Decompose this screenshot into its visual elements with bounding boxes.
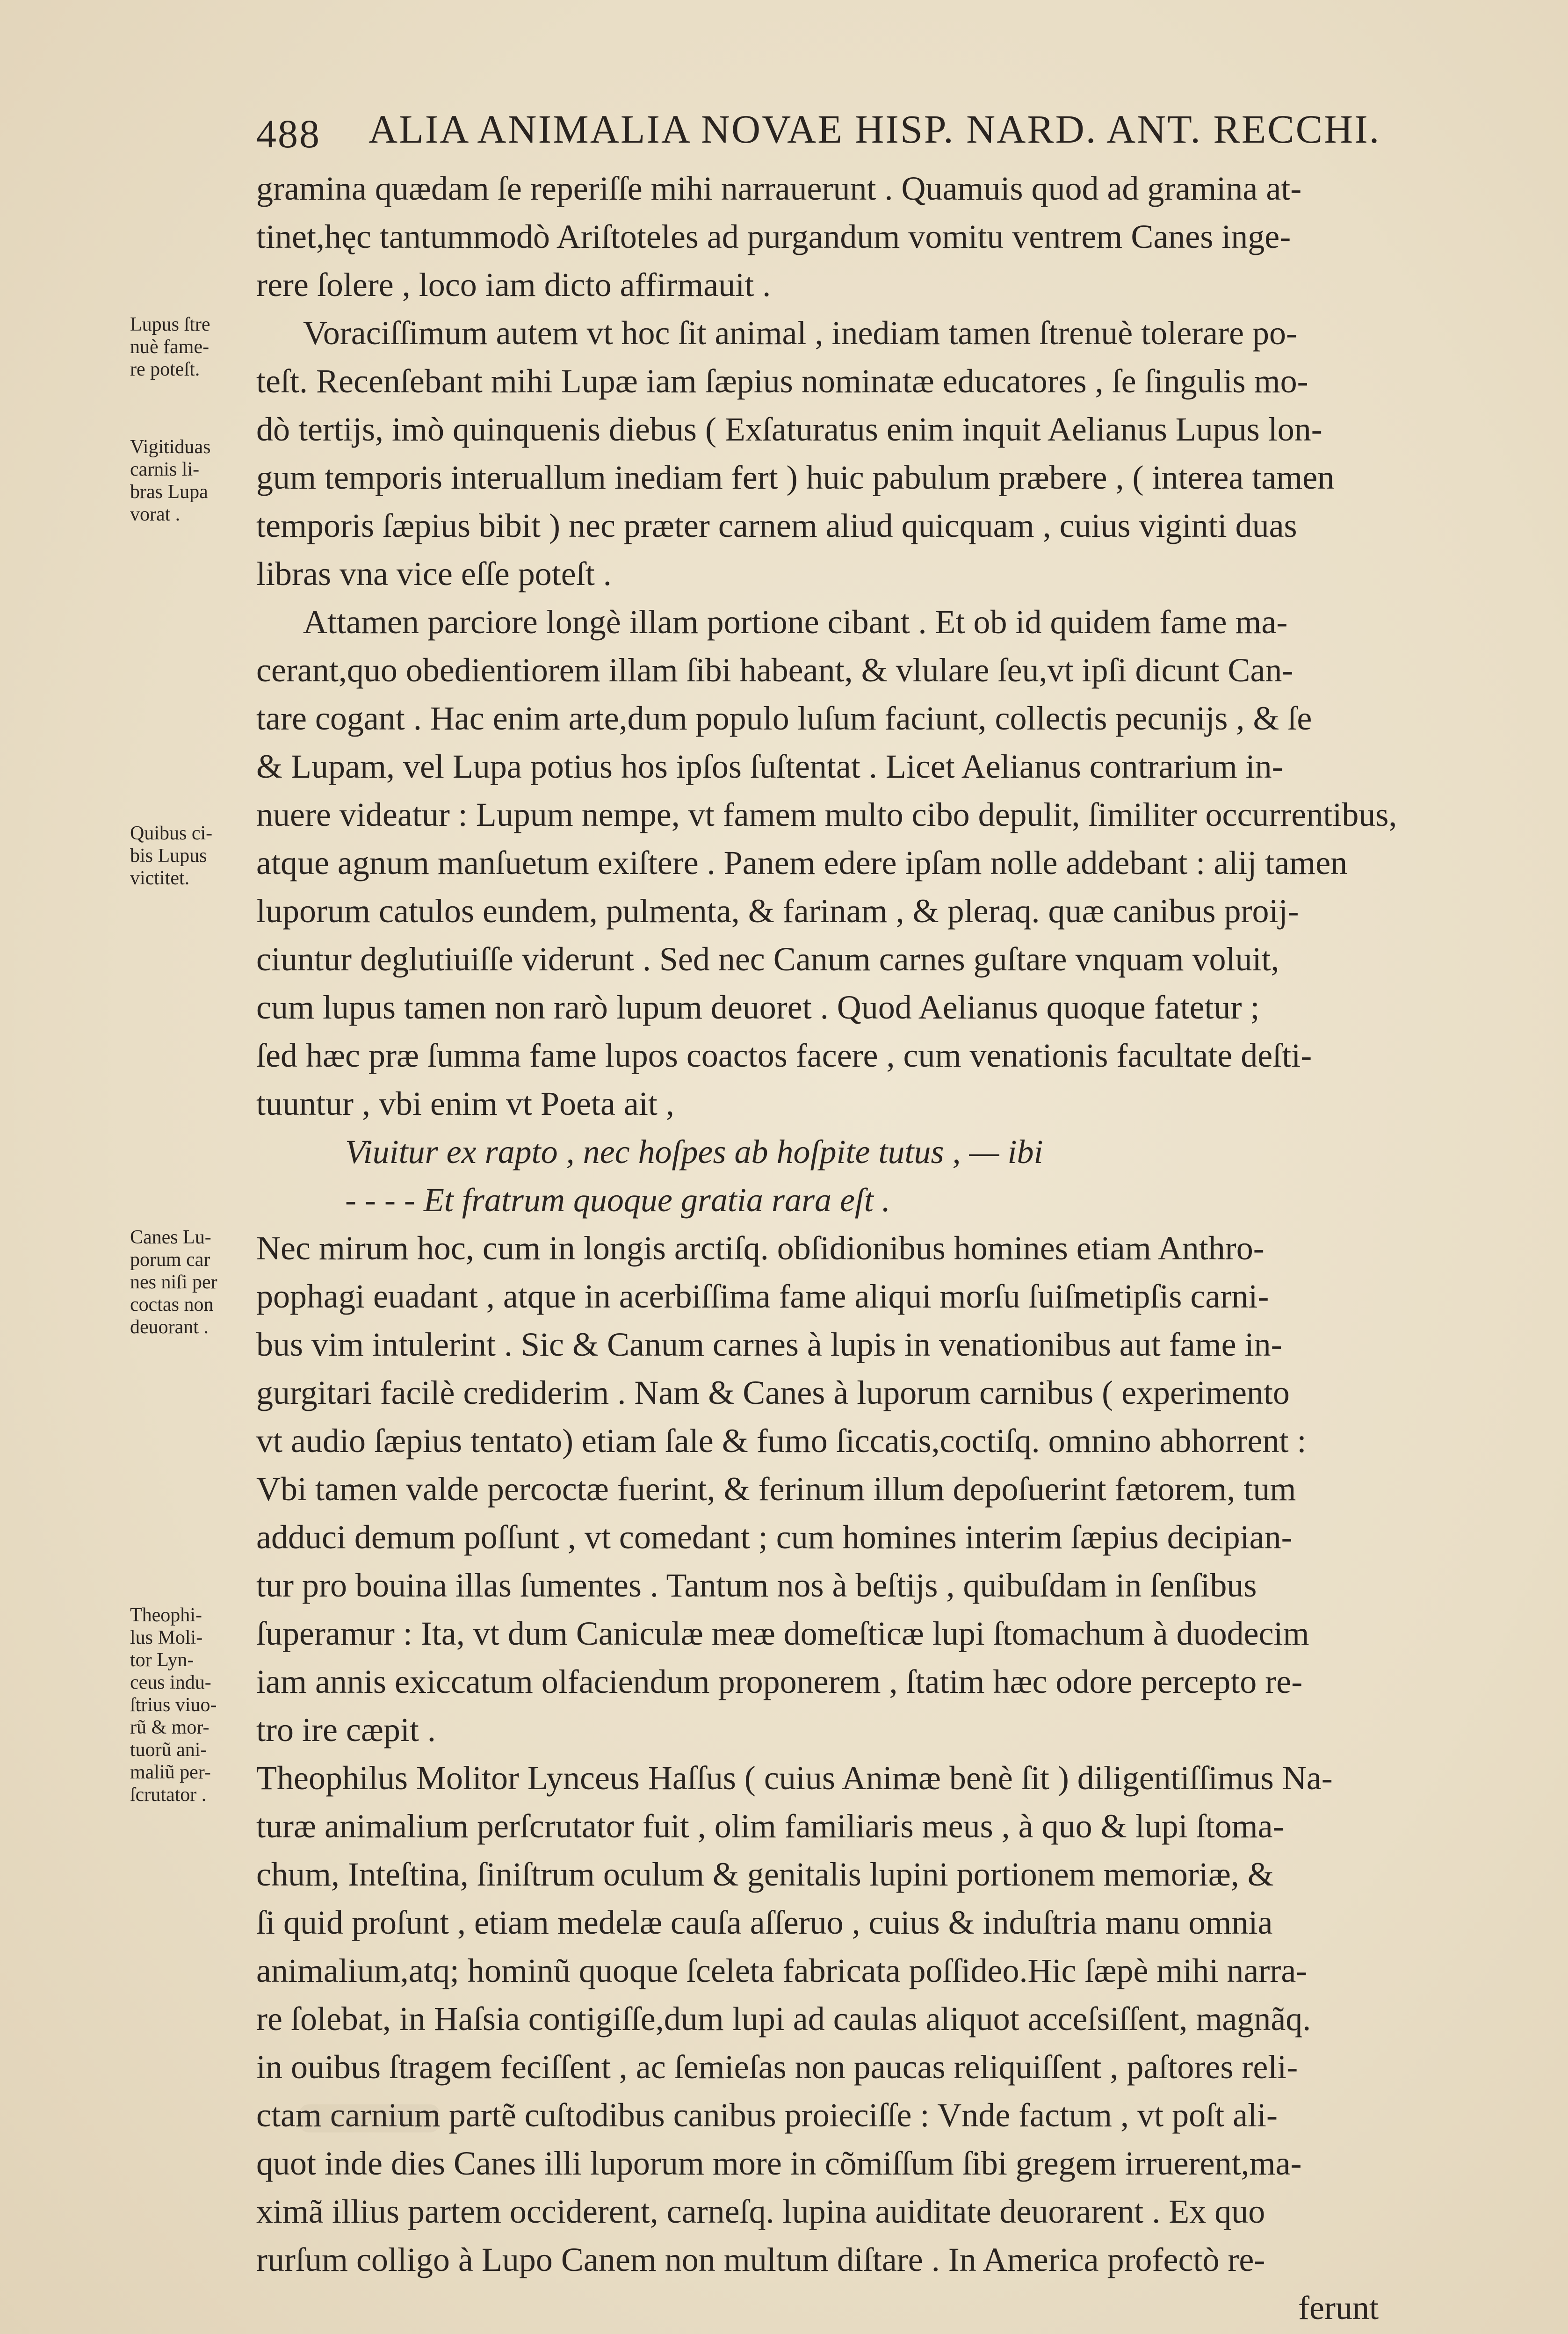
- verse-line: Viuitur ex rapto , nec hoſpes ab hoſpite tutus , — ibi: [345, 1133, 1043, 1171]
- show-through-stain: [299, 2104, 440, 2132]
- running-title: ALIA ANIMALIA NOVAE HISP. NARD. ANT. RECCHI.: [369, 107, 1381, 152]
- text-line: adduci demum poſſunt , vt comedant ; cum homines interim ſæpius decipian-: [256, 1518, 1293, 1556]
- text-line: cerant,quo obedientiorem illam ſibi habeant, & vlulare ſeu,vt ipſi dicunt Can-: [256, 651, 1293, 689]
- text-line: ſed hæc præ ſumma fame lupos coactos facere , cum venationis facultate deſti-: [256, 1037, 1312, 1074]
- page-number: 488: [256, 111, 321, 156]
- margin-note-lupus: Lupus ſtre nuè fame- re poteſt.: [130, 314, 210, 380]
- text-line: ciuntur deglutiuiſſe viderunt . Sed nec Canum carnes guſtare vnquam voluit,: [256, 940, 1279, 978]
- text-line: tro ire cæpit .: [256, 1711, 436, 1749]
- text-line: in ouibus ſtragem feciſſent , ac ſemieſas non paucas reliquiſſent , paſtores reli-: [256, 2048, 1298, 2086]
- text-line: dò tertijs, imò quinquenis diebus ( Exſaturatus enim inquit Aelianus Lupus lon-: [256, 411, 1322, 448]
- text-line: tare cogant . Hac enim arte,dum populo luſum faciunt, collectis pecunijs , & ſe: [256, 700, 1312, 737]
- text-line: ximã illius partem occiderent, carneſq. lupina auiditate deuorarent . Ex quo: [256, 2193, 1265, 2230]
- text-line: tinet,hęc tantummodò Ariſtoteles ad purgandum vomitu ventrem Canes inge-: [256, 218, 1291, 255]
- text-line: ſuperamur : Ita, vt dum Caniculæ meæ domeſticæ lupi ſtomachum à duodecim: [256, 1615, 1309, 1652]
- text-line: tur pro bouina illas ſumentes . Tantum nos à beſtijs , quibuſdam in ſenſibus: [256, 1567, 1257, 1604]
- text-line: Theophilus Molitor Lynceus Haſſus ( cuius Animæ benè ſit ) diligentiſſimus Na-: [256, 1759, 1333, 1797]
- running-header: [256, 106, 1439, 157]
- margin-note-canes: Canes Lu- porum car nes niſi per coctas non deuorant .: [130, 1227, 217, 1338]
- text-line: & Lupam, vel Lupa potius hos ipſos ſuſtentat . Licet Aelianus contrarium in-: [256, 748, 1283, 785]
- text-line: turæ animalium perſcrutator fuit , olim familiaris meus , à quo & lupi ſtoma-: [256, 1807, 1284, 1845]
- text-line: chum, Inteſtina, ſiniſtrum oculum & genitalis lupini portionem memoriæ, &: [256, 1856, 1274, 1893]
- text-line: animalium,atq; hominũ quoque ſceleta fabricata poſſideo.Hic ſæpè mihi narra-: [256, 1952, 1308, 1989]
- text-line: Nec mirum hoc, cum in longis arctiſq. obſidionibus homines etiam Anthro-: [256, 1229, 1265, 1267]
- text-line: bus vim intulerint . Sic & Canum carnes à lupis in venationibus aut fame in-: [256, 1326, 1282, 1363]
- text-line: teſt. Recenſebant mihi Lupæ iam ſæpius nominatæ educatores , ſe ſingulis mo-: [256, 362, 1308, 400]
- text-line: Attamen parciore longè illam portione cibant . Et ob id quidem fame ma-: [303, 603, 1288, 641]
- catchword: ferunt: [1298, 2289, 1379, 2327]
- text-line: Vbi tamen valde percoctæ fuerint, & ferinum illum depoſuerint fætorem, tum: [256, 1470, 1296, 1508]
- text-line: gramina quædam ſe reperiſſe mihi narrauerunt . Quamuis quod ad gramina at-: [256, 170, 1302, 207]
- text-line: rere ſolere , loco iam dicto affirmauit .: [256, 266, 771, 303]
- text-line: atque agnum manſuetum exiſtere . Panem edere ipſam nolle addebant : alij tamen: [256, 844, 1348, 882]
- text-line: rurſum colligo à Lupo Canem non multum diſtare . In America profectò re-: [256, 2241, 1265, 2278]
- text-line: ſi quid proſunt , etiam medelæ cauſa aſſeruo , cuius & induſtria manu omnia: [256, 1904, 1273, 1941]
- text-line: libras vna vice eſſe poteſt .: [256, 555, 612, 593]
- text-line: quot inde dies Canes illi luporum more in cõmiſſum ſibi gregem irruerent,ma-: [256, 2145, 1302, 2182]
- text-line: temporis ſæpius bibit ) nec præter carnem aliud quicquam , cuius viginti duas: [256, 507, 1297, 544]
- text-line: iam annis exiccatum olfaciendum proponerem , ſtatim hæc odore percepto re-: [256, 1663, 1303, 1700]
- text-line: re ſolebat, in Haſsia contigiſſe,dum lupi ad caulas aliquot acceſsiſſent, magnãq.: [256, 2000, 1311, 2038]
- text-line: Voraciſſimum autem vt hoc ſit animal , inediam tamen ſtrenuè tolerare po-: [303, 314, 1298, 352]
- margin-note-vigitiduas: Vigitiduas carnis li- bras Lupa vorat .: [130, 436, 211, 525]
- margin-note-theophilus: Theophi- lus Moli- tor Lyn- ceus indu- ſtrius viuo- rũ & mor- tuorũ ani- maliũ per- ſcrutator .: [130, 1604, 217, 1806]
- text-line: luporum catulos eundem, pulmenta, & farinam , & pleraq. quæ canibus proij-: [256, 892, 1299, 930]
- text-line: gurgitari facilè crediderim . Nam & Canes à luporum carnibus ( experimento: [256, 1374, 1290, 1411]
- text-line: vt audio ſæpius tentato) etiam ſale & fumo ſiccatis,coctiſq. omnino abhorrent :: [256, 1422, 1307, 1460]
- text-line: ctam carnium partẽ cuſtodibus canibus proieciſſe : Vnde factum , vt poſt ali-: [256, 2096, 1278, 2134]
- margin-note-quibus: Quibus ci- bis Lupus victitet.: [130, 823, 213, 889]
- text-line: nuere videatur : Lupum nempe, vt famem multo cibo depulit, ſimiliter occurrentibus,: [256, 796, 1397, 833]
- text-line: pophagi euadant , atque in acerbiſſima fame aliqui morſu ſuiſmetipſis carni-: [256, 1278, 1269, 1315]
- verse-line: - - - - Et fratrum quoque gratia rara eſt .: [345, 1181, 890, 1219]
- text-line: tuuntur , vbi enim vt Poeta ait ,: [256, 1085, 674, 1122]
- text-line: cum lupus tamen non rarò lupum deuoret . Quod Aelianus quoque fatetur ;: [256, 989, 1260, 1026]
- text-line: gum temporis interuallum inediam fert ) huic pabulum præbere , ( interea tamen: [256, 459, 1335, 496]
- body-text: [256, 165, 1463, 2332]
